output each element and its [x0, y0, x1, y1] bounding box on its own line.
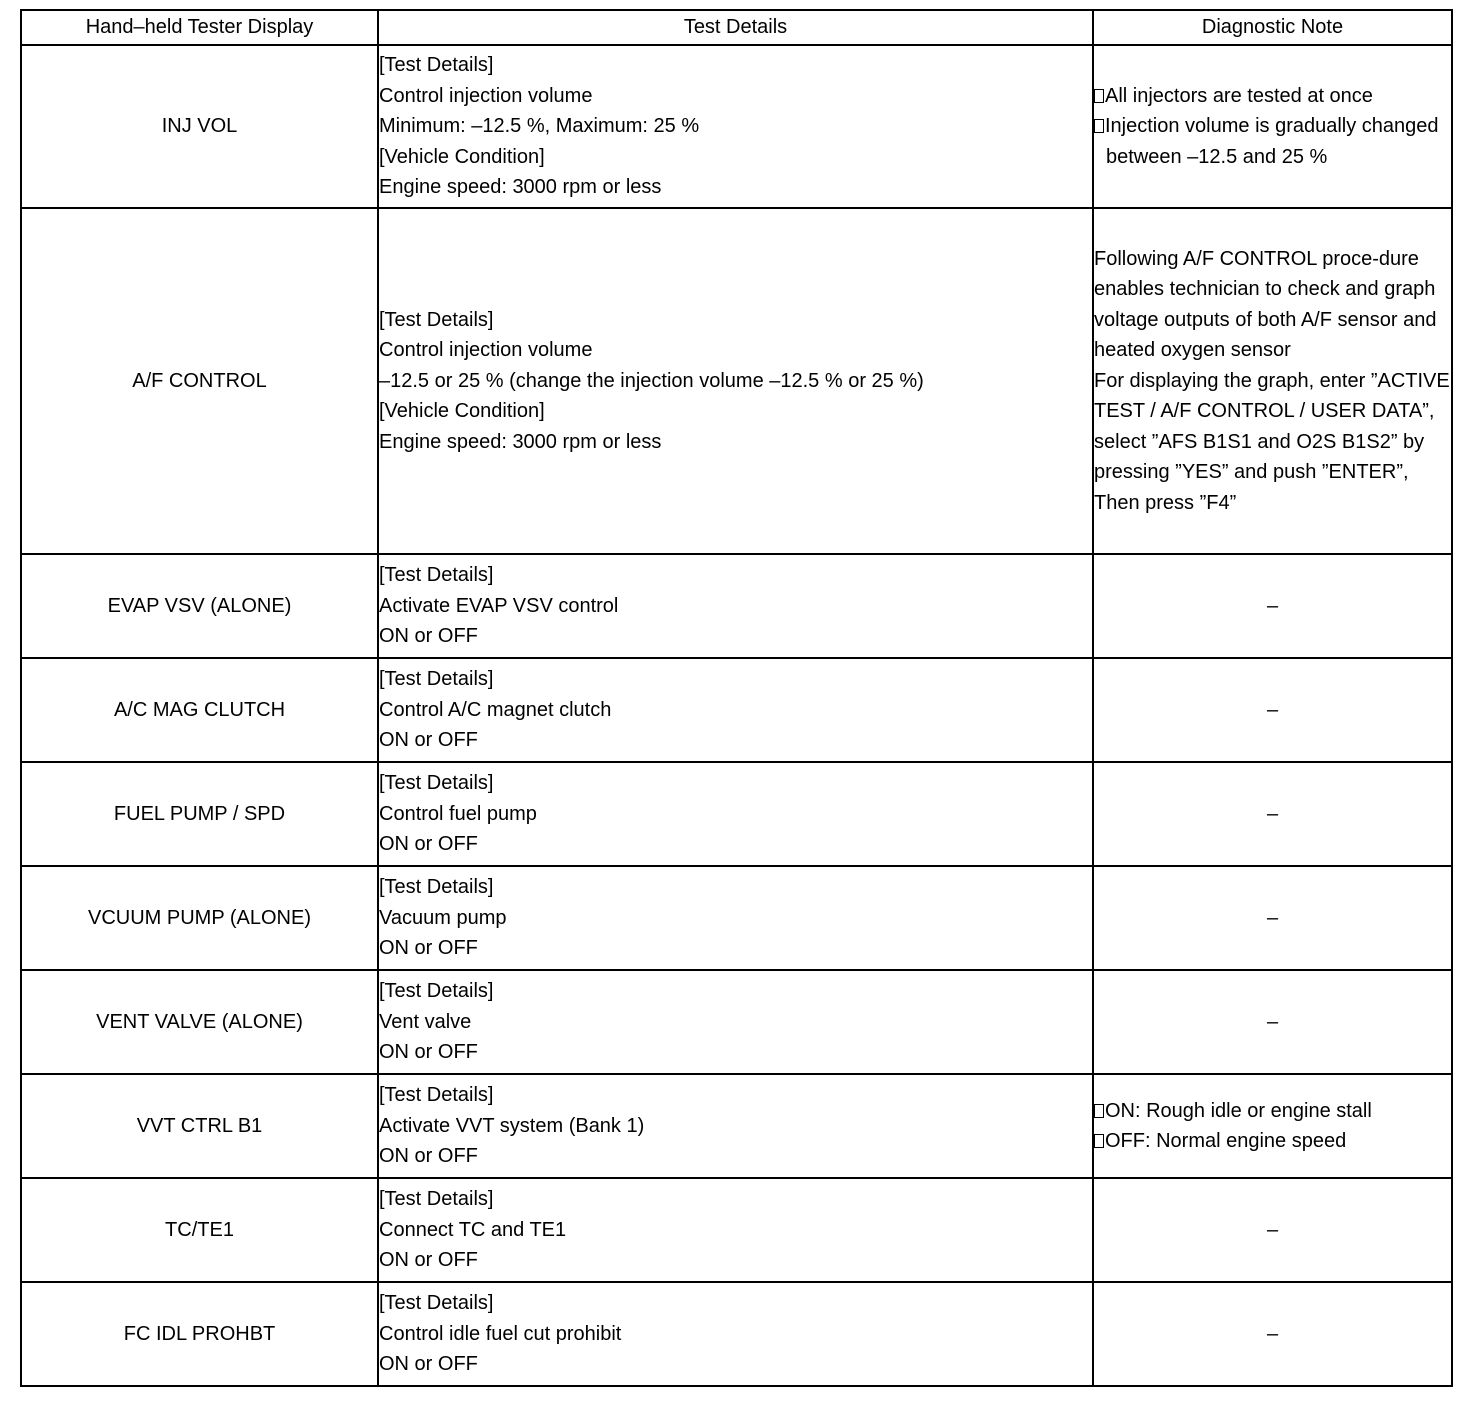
- details-line: [Test Details]: [379, 54, 494, 77]
- details-line: Minimum: –12.5 %, Maximum: 25 %: [379, 115, 700, 138]
- details-line: ON or OFF: [379, 1145, 478, 1168]
- cell-display: FUEL PUMP / SPD: [21, 762, 378, 866]
- note-bullet-item: [1094, 1126, 1451, 1157]
- cell-display: FC IDL PROHBT: [21, 1282, 378, 1386]
- details-line: Control injection volume: [379, 84, 593, 107]
- table-row: [21, 554, 1452, 658]
- details-line: [Test Details]: [379, 1292, 494, 1315]
- details-line: Activate EVAP VSV control: [379, 594, 619, 617]
- cell-note: [1093, 866, 1452, 970]
- table-row: [21, 208, 1452, 554]
- details-line: [Test Details]: [379, 668, 494, 691]
- note-bullet-text: OFF: Normal engine speed: [1105, 1130, 1347, 1152]
- details-line: Control A/C magnet clutch: [379, 698, 612, 721]
- details-line: ON or OFF: [379, 729, 478, 752]
- cell-note: [1093, 658, 1452, 762]
- header-row: [21, 10, 1452, 45]
- details-line: –12.5 or 25 % (change the injection volume –12.5 % or 25 %): [379, 369, 924, 392]
- details-line: Vacuum pump: [379, 906, 507, 929]
- note-bullet-text: ON: Rough idle or engine stall: [1105, 1099, 1372, 1122]
- details-line: [Test Details]: [379, 1084, 494, 1107]
- cell-display: VCUUM PUMP (ALONE): [21, 866, 378, 970]
- cell-note: [1093, 1178, 1452, 1282]
- details-line: [Test Details]: [379, 1188, 494, 1211]
- checkbox-bullet-icon: [1094, 89, 1104, 103]
- details-line: [Test Details]: [379, 876, 494, 899]
- details-line: [Test Details]: [379, 980, 494, 1003]
- details-line: [Test Details]: [379, 308, 494, 331]
- cell-details: [378, 45, 1093, 208]
- cell-details: [378, 1282, 1093, 1386]
- cell-details: [378, 762, 1093, 866]
- details-line: [Test Details]: [379, 564, 494, 587]
- cell-details: [378, 1074, 1093, 1178]
- details-line: Vent valve: [379, 1010, 472, 1033]
- table-row: [21, 970, 1452, 1074]
- cell-note: [1093, 970, 1452, 1074]
- note-bullet-text: All injectors are tested at once: [1105, 84, 1373, 107]
- table-row: [21, 762, 1452, 866]
- active-test-table: [20, 9, 1453, 1387]
- cell-display: TC/TE1: [21, 1178, 378, 1282]
- cell-display: A/C MAG CLUTCH: [21, 658, 378, 762]
- note-dash: –: [1266, 698, 1279, 721]
- note-bullet-item: [1094, 81, 1451, 112]
- table-header: [21, 10, 1452, 45]
- table-row: [21, 866, 1452, 970]
- table-row: [21, 658, 1452, 762]
- checkbox-bullet-icon: [1094, 1134, 1104, 1148]
- cell-display: INJ VOL: [21, 45, 378, 208]
- note-bullet-item: [1094, 1096, 1451, 1127]
- cell-display: VVT CTRL B1: [21, 1074, 378, 1178]
- cell-display: VENT VALVE (ALONE): [21, 970, 378, 1074]
- cell-note: [1093, 45, 1452, 208]
- details-line: Engine speed: 3000 rpm or less: [379, 176, 662, 199]
- cell-details: [378, 866, 1093, 970]
- cell-details: [378, 1178, 1093, 1282]
- cell-note: [1093, 762, 1452, 866]
- details-line: [Vehicle Condition]: [379, 145, 545, 168]
- table-row: [21, 1282, 1452, 1386]
- note-dash: –: [1266, 1322, 1279, 1345]
- cell-display: EVAP VSV (ALONE): [21, 554, 378, 658]
- note-dash: –: [1266, 1218, 1279, 1241]
- header-display: Hand–held Tester Display: [21, 10, 378, 45]
- details-line: Control injection volume: [379, 339, 593, 362]
- details-line: ON or OFF: [379, 937, 478, 960]
- header-details: Test Details: [378, 10, 1093, 45]
- details-line: [Test Details]: [379, 772, 494, 795]
- checkbox-bullet-icon: [1094, 119, 1104, 133]
- note-bullet-text: Injection volume is gradually changed between –12.5 and 25 %: [1105, 115, 1439, 168]
- cell-note: [1093, 1074, 1452, 1178]
- cell-note: [1093, 1282, 1452, 1386]
- note-dash: –: [1266, 802, 1279, 825]
- cell-display: A/F CONTROL: [21, 208, 378, 554]
- note-bullet-item: [1094, 111, 1451, 172]
- cell-note: [1093, 554, 1452, 658]
- details-line: Control idle fuel cut prohibit: [379, 1322, 622, 1345]
- details-line: ON or OFF: [379, 1249, 478, 1272]
- cell-details: [378, 554, 1093, 658]
- cell-details: [378, 970, 1093, 1074]
- cell-details: [378, 208, 1093, 554]
- details-line: Activate VVT system (Bank 1): [379, 1114, 645, 1137]
- details-line: ON or OFF: [379, 833, 478, 856]
- details-line: [Vehicle Condition]: [379, 400, 545, 423]
- note-text: Following A/F CONTROL proce-dure enables technician to check and graph voltage outputs of both A/F sensor and heated oxygen sensor For displaying the graph, enter ”ACTIVE TEST / A/F CONTROL / USER DATA”, select ”AFS B1S1 and O2S B1S2” by pressing ”YES” and push ”ENTER”, Then press ”F4”: [1094, 247, 1450, 514]
- note-dash: –: [1266, 594, 1279, 617]
- details-line: Connect TC and TE1: [379, 1218, 567, 1241]
- note-dash: –: [1266, 1010, 1279, 1033]
- details-line: Control fuel pump: [379, 802, 537, 825]
- details-line: Engine speed: 3000 rpm or less: [379, 430, 662, 453]
- checkbox-bullet-icon: [1094, 1104, 1104, 1118]
- details-line: ON or OFF: [379, 1041, 478, 1064]
- table-row: [21, 1074, 1452, 1178]
- details-line: ON or OFF: [379, 625, 478, 648]
- cell-note: [1093, 208, 1452, 554]
- header-note: Diagnostic Note: [1093, 10, 1452, 45]
- note-dash: –: [1266, 906, 1279, 929]
- table-row: [21, 45, 1452, 208]
- details-line: ON or OFF: [379, 1353, 478, 1376]
- table-body: [21, 45, 1452, 1386]
- table-row: [21, 1178, 1452, 1282]
- cell-details: [378, 658, 1093, 762]
